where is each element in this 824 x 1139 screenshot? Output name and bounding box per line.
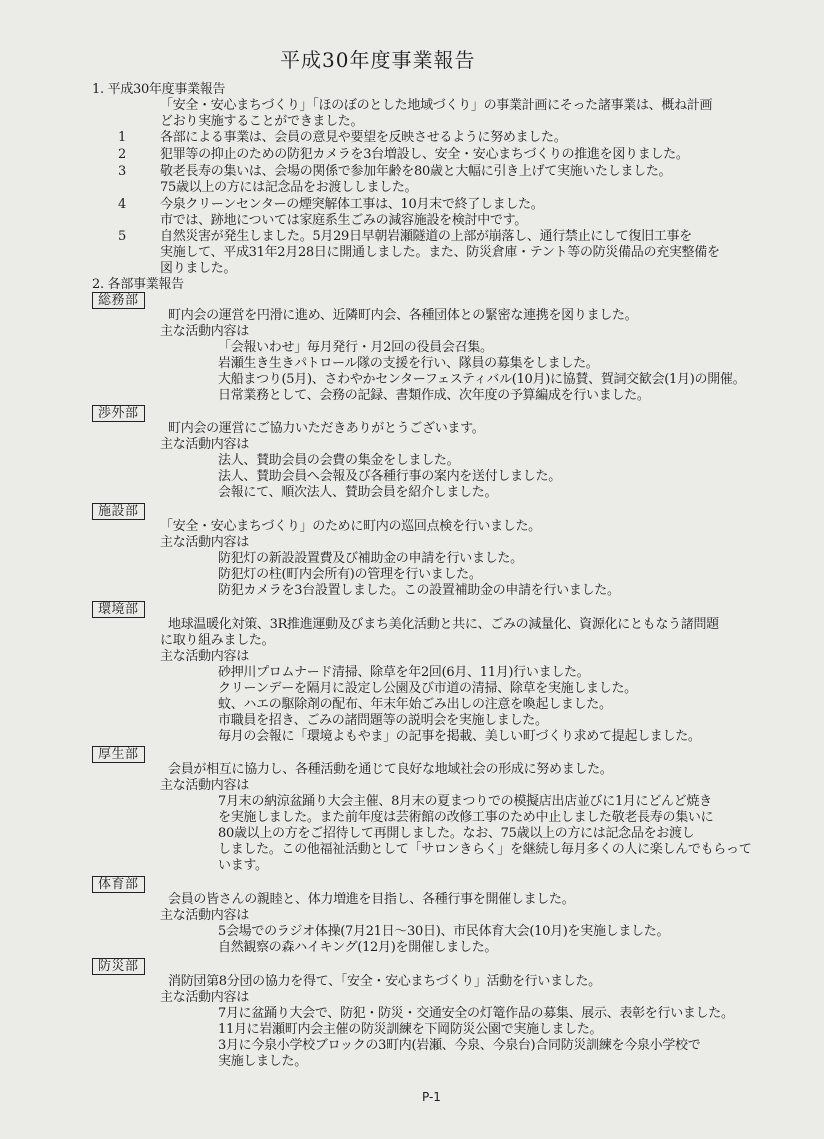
- activity-line: クリーンデーを隔月に設定し公園及び市道の清掃、除草を実施しました。: [218, 681, 637, 696]
- activity-line: 大船まつり(5月)、さわやかセンターフェスティバル(10月)に協賛、賀詞交歓会(1月)の開催。: [218, 372, 746, 387]
- activity-line: います。: [218, 858, 268, 873]
- section2-heading: 2. 各部事業報告: [92, 277, 184, 292]
- activity-label: 主な活動内容は: [160, 324, 249, 339]
- department-badge: 厚生部: [92, 746, 145, 763]
- activity-line: 法人、賛助会員の会費の集金をしました。: [218, 453, 460, 468]
- activity-label: 主な活動内容は: [160, 990, 249, 1005]
- activity-line: 防犯カメラを3台設置しました。この設置補助金の申請を行いました。: [218, 583, 620, 598]
- item-line: 75歳以上の方には記念品をお渡ししました。: [160, 180, 418, 195]
- item-number: 5: [118, 229, 126, 244]
- item-line: 自然災害が発生しました。5月29日早朝岩瀬隧道の上部が崩落し、通行禁止にして復旧工事を: [160, 229, 692, 244]
- activity-line: 防犯灯の新設設置費及び補助金の申請を行いました。: [218, 551, 523, 566]
- document-title: 平成30年度事業報告: [280, 48, 476, 72]
- department-summary: 「安全・安心まちづくり」のために町内の巡回点検を行いました。: [160, 519, 541, 534]
- activity-line: を実施しました。また前年度は芸術館の改修工事のため中止しました敬老長寿の集いに: [218, 810, 714, 825]
- department-badge: 施設部: [92, 503, 145, 520]
- department-badge: 体育部: [92, 876, 145, 893]
- activity-line: 会報にて、順次法人、賛助会員を紹介しました。: [218, 485, 498, 500]
- activity-line: 日常業務として、会務の記録、書類作成、次年度の予算編成を行いました。: [218, 388, 650, 403]
- department-summary: に取り組みました。: [160, 633, 275, 648]
- activity-line: 3月に今泉小学校ブロックの3町内(岩瀬、今泉、今泉台)合同防災訓練を今泉小学校で: [218, 1038, 701, 1053]
- department-badge: 渉外部: [92, 405, 145, 422]
- department-summary: 会員が相互に協力し、各種活動を通じて良好な地域社会の形成に努めました。: [168, 762, 613, 777]
- activity-line: 毎月の会報に「環境よもやま」の記事を掲載、美しい町づくり求めて提起しました。: [218, 729, 701, 744]
- activity-line: 蚊、ハエの駆除剤の配布、年末年始ごみ出しの注意を喚起しました。: [218, 697, 612, 712]
- item-line: 市では、跡地については家庭系生ごみの減容施設を検討中です。: [160, 213, 528, 228]
- department-summary: 会員の皆さんの親睦と、体力増進を目指し、各種行事を開催しました。: [168, 892, 575, 907]
- activity-label: 主な活動内容は: [160, 649, 249, 664]
- activity-line: 市職員を招き、ごみの諸問題等の説明会を実施しました。: [218, 713, 548, 728]
- activity-line: 法人、賛助会員へ会報及び各種行事の案内を送付しました。: [218, 469, 561, 484]
- page-number: P-1: [422, 1090, 441, 1104]
- activity-line: 11月に岩瀬町内会主催の防災訓練を下岡防災公園で実施しました。: [218, 1022, 603, 1037]
- department-summary: 消防団第8分団の協力を得て、「安全・安心まちづくり」活動を行いました。: [168, 974, 601, 989]
- department-badge: 防災部: [92, 958, 145, 975]
- activity-line: 80歳以上の方をご招待して再開しました。なお、75歳以上の方には記念品をお渡し: [218, 826, 695, 841]
- item-number: 3: [118, 164, 126, 179]
- activity-line: 「会報いわせ」毎月発行・月2回の役員会召集。: [218, 340, 493, 355]
- activity-line: 岩瀬生き生きパトロール隊の支援を行い、隊員の募集をしました。: [218, 356, 599, 371]
- section1-intro-line: 「安全・安心まちづくり」「ほのぼのとした地域づくり」の事業計画にそった諸事業は、概ね計画: [160, 98, 713, 113]
- item-line: 犯罪等の抑止のための防犯カメラを3台増設し、安全・安心まちづくりの推進を図りました。: [160, 147, 689, 162]
- item-line: 敬老長寿の集いは、会場の関係で参加年齢を80歳と大幅に引き上げて実施いたしました。: [160, 164, 672, 179]
- activity-label: 主な活動内容は: [160, 908, 249, 923]
- activity-line: 7月末の納涼盆踊り大会主催、8月末の夏まつりでの模擬店出店並びに1月にどんど焼き: [218, 794, 712, 809]
- activity-label: 主な活動内容は: [160, 778, 249, 793]
- activity-line: 5会場でのラジオ体操(7月21日～30日)、市民体育大会(10月)を実施しました。: [218, 924, 670, 939]
- activity-line: 7月に盆踊り大会で、防犯・防災・交通安全の灯篭作品の募集、展示、表彰を行いました。: [218, 1006, 734, 1021]
- item-line: 各部による事業は、会員の意見や要望を反映させるように努めました。: [160, 130, 567, 145]
- department-badge: 総務部: [92, 292, 145, 309]
- section1-heading: 1. 平成30年度事業報告: [92, 82, 226, 97]
- item-number: 1: [118, 130, 126, 145]
- department-badge: 環境部: [92, 601, 145, 618]
- activity-line: しました。この他福祉活動として「サロンきらく」を継続し毎月多くの人に楽しんでもらって: [218, 842, 752, 857]
- activity-line: 実施しました。: [218, 1054, 307, 1069]
- item-number: 2: [118, 147, 126, 162]
- item-line: 図りました。: [160, 261, 237, 276]
- activity-line: 自然観察の森ハイキング(12月)を開催しました。: [218, 940, 498, 955]
- activity-label: 主な活動内容は: [160, 535, 249, 550]
- item-line: 今泉クリーンセンターの煙突解体工事は、10月末で終了しました。: [160, 197, 544, 212]
- item-line: 実施して、平成31年2月28日に開通しました。また、防災倉庫・テント等の防災備品の充実整備を: [160, 245, 720, 260]
- department-summary: 地球温暖化対策、3R推進運動及びまち美化活動と共に、ごみの減量化、資源化にともなう諸問題: [168, 617, 719, 632]
- activity-label: 主な活動内容は: [160, 437, 249, 452]
- activity-line: 砂押川プロムナード清掃、除草を年2回(6月、11月)行いました。: [218, 665, 590, 680]
- section1-intro-line: どおり実施することができました。: [160, 114, 364, 129]
- item-number: 4: [118, 197, 126, 212]
- activity-line: 防犯灯の柱(町内会所有)の管理を行いました。: [218, 567, 482, 582]
- department-summary: 町内会の運営を円滑に進め、近隣町内会、各種団体との緊密な連携を図りました。: [168, 308, 638, 323]
- department-summary: 町内会の運営にご協力いただきありがとうございます。: [168, 421, 485, 436]
